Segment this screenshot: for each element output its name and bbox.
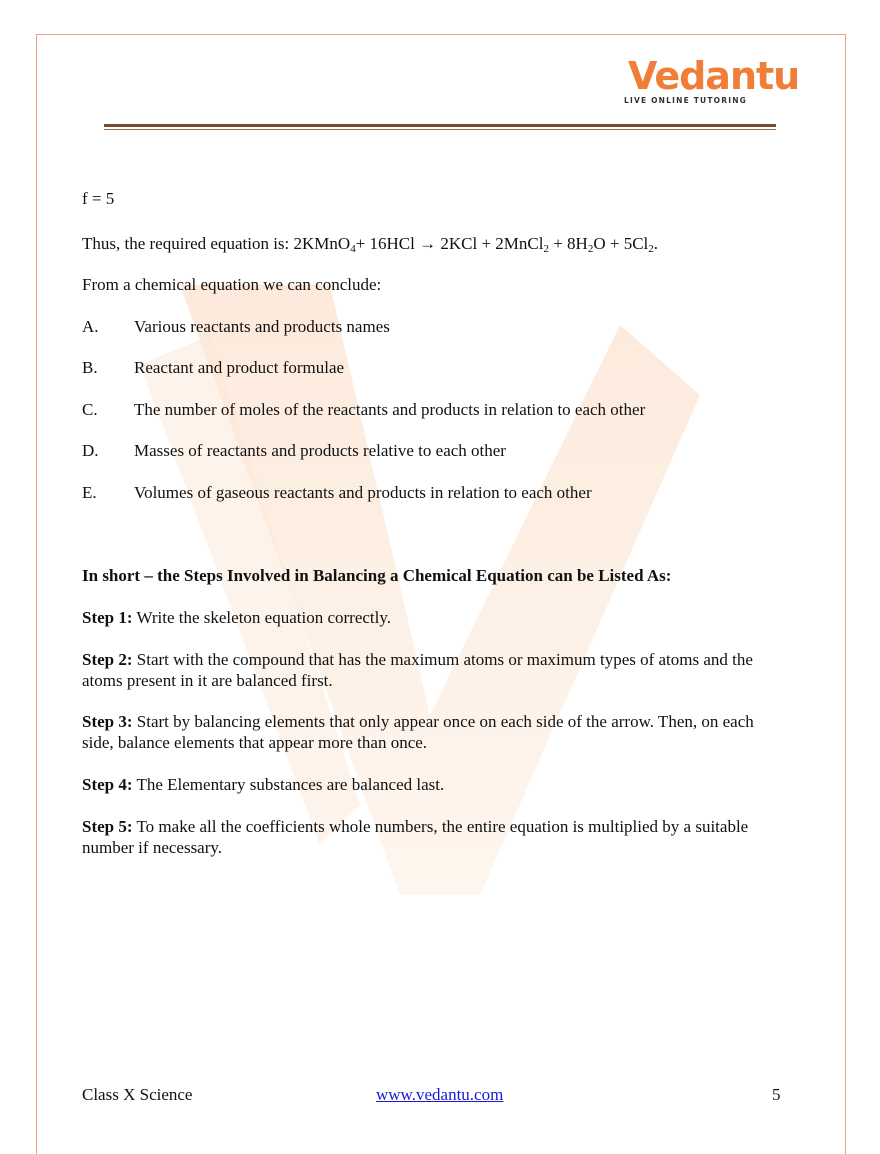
f-value-line: f = 5 (82, 189, 115, 208)
footer-class-label: Class X Science (82, 1085, 193, 1104)
footer-website-link[interactable]: www.vedantu.com (376, 1085, 504, 1104)
step-4: Step 4: The Elementary substances are balanced last. (82, 775, 445, 794)
step-1: Step 1: Write the skeleton equation correctly. (82, 608, 392, 627)
step-3: Step 3: Start by balancing elements that only appear once on each side of the arrow. Then, on each side, balance elements that appear more than once. (82, 712, 754, 752)
step-5: Step 5: To make all the coefficients whole numbers, the entire equation is multiplied by a suitable number if necessary. (82, 817, 749, 857)
header-rule (104, 124, 776, 127)
step-2: Step 2: Start with the compound that has the maximum atoms or maximum types of atoms and the atoms present in it are balanced first. (82, 650, 753, 690)
steps-heading: In short – the Steps Involved in Balancing a Chemical Equation can be Listed As: (82, 566, 672, 585)
logo-tagline: LIVE ONLINE TUTORING (624, 96, 748, 105)
header-rule-thin (104, 129, 776, 130)
logo-wordmark: Vedantu (628, 54, 800, 98)
required-equation: Thus, the required equation is: 2KMnO$_4$+ 16HCl → 2KCl + 2MnCl$_2$ + $8H_2O + 5Cl_2$. (82, 234, 659, 255)
page-number: 5 (772, 1085, 781, 1104)
conclude-intro: From a chemical equation we can conclude: (82, 275, 382, 294)
vedantu-logo[interactable] (622, 54, 800, 108)
